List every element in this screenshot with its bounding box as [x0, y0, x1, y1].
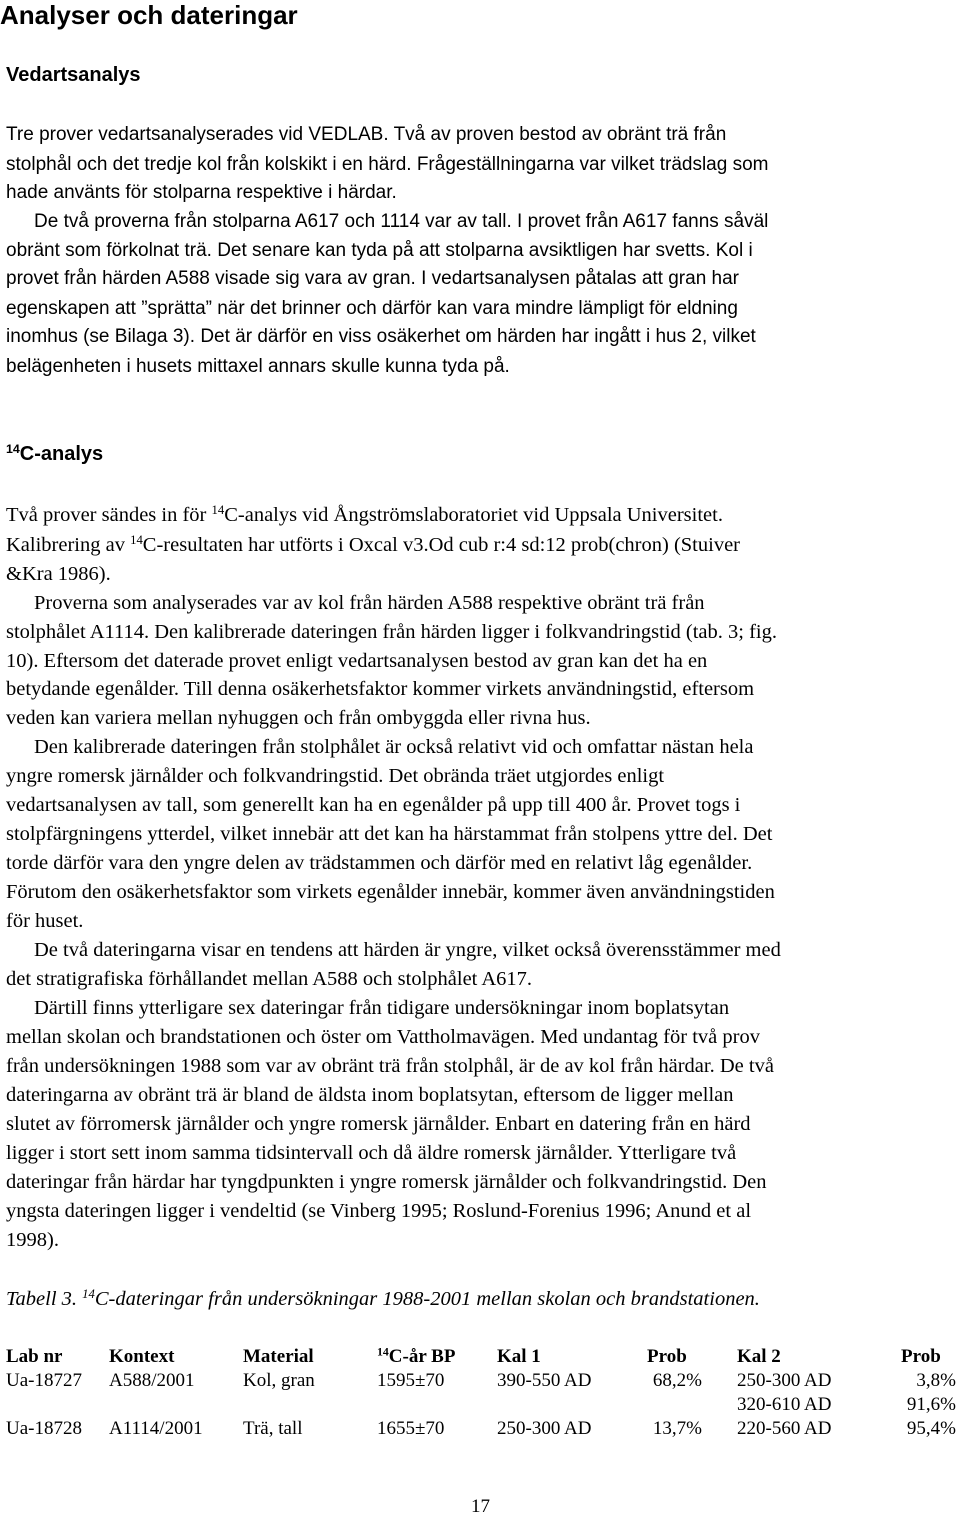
paragraph-line: Den kalibrerade dateringen från stolphålet är också relativt vid och omfattar nästan hela: [34, 736, 754, 758]
col-header-lab-nr: Lab nr: [6, 1346, 63, 1367]
paragraph-line: De två proverna från stolparna A617 och 1114 var av tall. I provet från A617 fanns såväl: [34, 211, 769, 232]
paragraph-line: yngsta dateringen ligger i vendeltid (se Vinberg 1995; Roslund-Forenius 1996; Anund et al: [6, 1200, 752, 1222]
col-header-material: Material: [243, 1346, 314, 1367]
cell-kontext: A588/2001: [109, 1370, 195, 1391]
paragraph-line: Tre prover vedartsanalyserades vid VEDLAB. Två av proven bestod av obränt trä från: [6, 124, 727, 145]
cell-prob1: 13,7%: [652, 1418, 702, 1439]
paragraph-line: 1998).: [6, 1229, 59, 1251]
col-header-kal2: Kal 2: [737, 1346, 781, 1367]
cell-prob2: 3,8%: [916, 1370, 956, 1391]
page-number: 17: [471, 1496, 490, 1517]
paragraph-line: veden kan variera mellan nyhuggen och från ombyggda eller rivna hus.: [6, 707, 591, 729]
paragraph-line: från undersökningen 1988 som var av obränt trä från stolphål, är de av kol från härdar. De två: [6, 1055, 774, 1077]
paragraph-line: Kalibrering av $^{14}$C-resultaten har utförts i Oxcal v3.Od cub r:4 sd:12 prob(chron) (Stuiver: [6, 533, 740, 556]
cell-material: Trä, tall: [243, 1418, 303, 1439]
cell-kal1: 390-550 AD: [497, 1370, 592, 1391]
paragraph-line: belägenheten i husets mittaxel annars skulle kunna tyda på.: [6, 356, 510, 377]
paragraph-line: inomhus (se Bilaga 3). Det är därför en viss osäkerhet om härden har ingått i hus 2, vilket: [6, 326, 756, 347]
col-header-prob2: Prob: [901, 1346, 941, 1367]
paragraph-line: torde därför vara den yngre delen av trädstammen och därför med en relativt låg egenålder.: [6, 852, 753, 874]
table-caption: Tabell 3. $^{14}$C-dateringar från undersökningar 1988-2001 mellan skolan och brandstationen.: [6, 1287, 760, 1310]
paragraph-line: mellan skolan och brandstationen och öster om Vattholmavägen. Med undantag för två prov: [6, 1026, 760, 1048]
cell-kontext: A1114/2001: [109, 1418, 203, 1439]
col-header-kontext: Kontext: [109, 1346, 175, 1367]
cell-kal2: 220-560 AD: [737, 1418, 832, 1439]
cell-lab-nr: Ua-18727: [6, 1370, 82, 1391]
paragraph-line: dateringar från härdar har tyngdpunkten i yngre romersk järnålder och folkvandringstid. Den: [6, 1171, 767, 1193]
paragraph-line: stolphålet A1114. Den kalibrerade dateringen från härden ligger i folkvandringstid (tab. 3; fig.: [6, 621, 777, 643]
col-header-prob1: Prob: [647, 1346, 687, 1367]
paragraph-line: Därtill finns ytterligare sex dateringar från tidigare undersökningar inom boplatsytan: [34, 997, 730, 1019]
paragraph-line: obränt som förkolnat trä. Det senare kan tyda på att stolparna avsiktligen har svetts. Kol i: [6, 240, 753, 261]
cell-material: Kol, gran: [243, 1370, 315, 1391]
section-heading-c14: $^{14}$C-analys: [6, 442, 104, 465]
paragraph-line: Två prover sändes in för $^{14}$C-analys vid Ångströmslaboratoriet vid Uppsala Universitet.: [6, 503, 723, 526]
paragraph-line: det stratigrafiska förhållandet mellan A588 och stolphålet A617.: [6, 968, 533, 990]
paragraph-line: dateringarna av obränt trä är bland de äldsta inom boplatsytan, eftersom de ligger mellan: [6, 1084, 734, 1106]
paragraph-line: Proverna som analyserades var av kol från härden A588 respektive obränt trä från: [34, 592, 705, 614]
paragraph-line: Förutom den osäkerhetsfaktor som virkets egenålder innebär, kommer även användningstiden: [6, 881, 775, 903]
paragraph-line: för huset.: [6, 910, 84, 932]
cell-kal2: 320-610 AD: [737, 1394, 832, 1415]
cell-c14: 1595±70: [377, 1370, 445, 1391]
paragraph-line: betydande egenålder. Till denna osäkerhetsfaktor kommer virkets användningstid, eftersom: [6, 678, 755, 700]
paragraph-line: stolphål och det tredje kol från kolskikt i en härd. Frågeställningarna var vilket trädslag som: [6, 154, 769, 175]
paragraph-line: stolpfärgningens ytterdel, vilket innebär att det kan ha härstammat från stolpens yttre del. Det: [6, 823, 773, 845]
paragraph-line: De två dateringarna visar en tendens att härden är yngre, vilket också överensstämmer med: [34, 939, 781, 961]
paragraph-line: vedartsanalysen av tall, som generellt kan ha en egenålder på upp till 400 år. Provet togs i: [6, 794, 741, 816]
cell-prob1: 68,2%: [652, 1370, 702, 1391]
cell-c14: 1655±70: [377, 1418, 445, 1439]
cell-lab-nr: Ua-18728: [6, 1418, 82, 1439]
cell-kal2: 250-300 AD: [737, 1370, 832, 1391]
paragraph-line: &Kra 1986).: [6, 563, 111, 585]
cell-prob2: 95,4%: [906, 1418, 956, 1439]
paragraph-line: yngre romersk järnålder och folkvandringstid. Det obrända träet utgjordes enligt: [6, 765, 665, 787]
cell-prob2: 91,6%: [906, 1394, 956, 1415]
paragraph-line: ligger i stort sett inom samma tidsintervall och då äldre romersk järnålder. Ytterligare två: [6, 1142, 737, 1164]
col-header-kal1: Kal 1: [497, 1346, 541, 1367]
section-heading-vedartsanalys: Vedartsanalys: [6, 64, 141, 86]
paragraph-line: 10). Eftersom det daterade provet enligt vedartsanalysen bestod av gran kan det ha en: [6, 650, 708, 672]
paragraph-line: provet från härden A588 visade sig vara av gran. I vedartsanalysen påtalas att gran har: [6, 268, 740, 289]
paragraph-line: egenskapen att ”sprätta” när det brinner och därför kan vara mindre lämpligt för eldning: [6, 298, 738, 319]
paragraph-line: slutet av förromersk järnålder och yngre romersk järnålder. Enbart en datering från en härd: [6, 1113, 751, 1135]
page-title: Analyser och dateringar: [0, 0, 298, 30]
col-header-c14: $^{14}$C-år BP: [377, 1345, 456, 1367]
paragraph-line: hade använts för stolparna respektive i härdar.: [6, 182, 397, 203]
cell-kal1: 250-300 AD: [497, 1418, 592, 1439]
